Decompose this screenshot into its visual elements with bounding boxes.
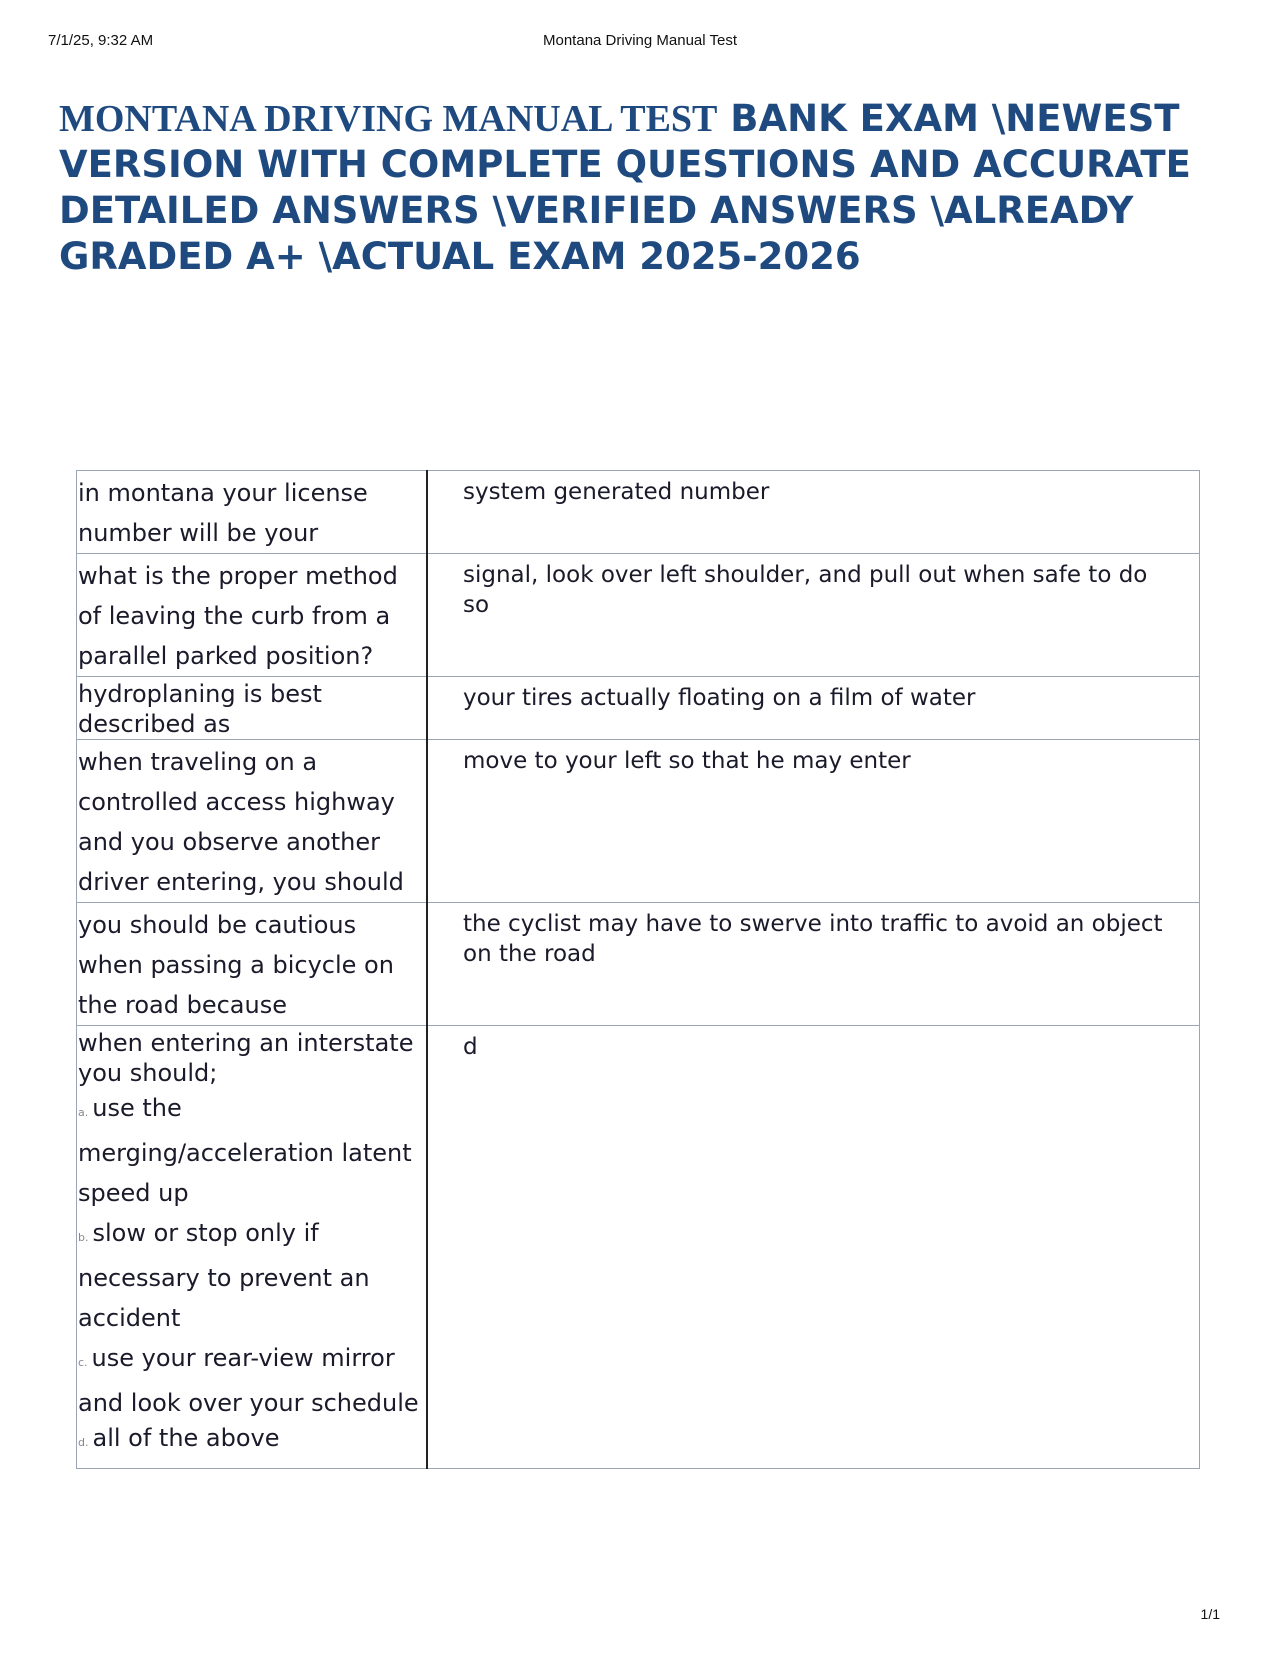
option-item <box>78 1213 422 1338</box>
question-text: when entering an interstate you should; <box>78 1029 414 1087</box>
option-letter: a. <box>78 1106 89 1119</box>
table-row <box>77 677 1200 740</box>
answer-cell: d <box>427 1026 1200 1469</box>
print-header <box>48 32 1232 52</box>
option-letter: b. <box>78 1231 89 1244</box>
option-text: use the merging/acceleration latent speed up <box>78 1094 412 1207</box>
print-date: 7/1/25, 9:32 AM <box>48 32 154 49</box>
option-text: all of the above <box>92 1424 280 1452</box>
answer-cell: the cyclist may have to swerve into traffic to avoid an object on the road <box>427 903 1200 1026</box>
question-cell: what is the proper method of leaving the curb from a parallel parked position? <box>77 554 428 677</box>
question-cell <box>77 1026 428 1469</box>
qa-table <box>76 470 1200 1469</box>
document-title-rest: BANK EXAM \NEWEST VERSION WITH COMPLETE QUESTIONS AND ACCURATE DETAILED ANSWERS \VERIFIED ANSWERS \ALREADY GRADED A+ \ACTUAL EXAM 2025-2026 <box>59 97 1191 278</box>
option-item <box>78 1423 422 1458</box>
table-row <box>77 554 1200 677</box>
question-cell: in montana your license number will be your <box>77 471 428 554</box>
question-cell: when traveling on a controlled access highway and you observe another driver entering, you should <box>77 740 428 903</box>
option-text: use your rear-view mirror and look over your schedule <box>78 1344 419 1417</box>
table-row <box>77 1026 1200 1469</box>
document-title <box>59 96 1239 280</box>
answer-cell: signal, look over left shoulder, and pull out when safe to do so <box>427 554 1200 677</box>
document-title-serif: MONTANA DRIVING MANUAL TEST <box>59 98 718 140</box>
answer-cell: move to your left so that he may enter <box>427 740 1200 903</box>
table-row <box>77 740 1200 903</box>
table-row <box>77 903 1200 1026</box>
answer-cell: your tires actually floating on a film of water <box>427 677 1200 740</box>
page-number: 1/1 <box>1200 1606 1220 1622</box>
option-item <box>78 1088 422 1213</box>
question-cell <box>77 677 428 740</box>
answer-cell: system generated number <box>427 471 1200 554</box>
option-item <box>78 1338 422 1423</box>
option-letter: c. <box>78 1356 88 1369</box>
table-row <box>77 471 1200 554</box>
question-text: hydroplaning is best described as <box>78 680 322 738</box>
question-cell: you should be cautious when passing a bicycle on the road because <box>77 903 428 1026</box>
print-title: Montana Driving Manual Test <box>543 32 737 49</box>
option-text: slow or stop only if necessary to prevent an accident <box>78 1219 370 1332</box>
option-letter: d. <box>78 1436 89 1449</box>
